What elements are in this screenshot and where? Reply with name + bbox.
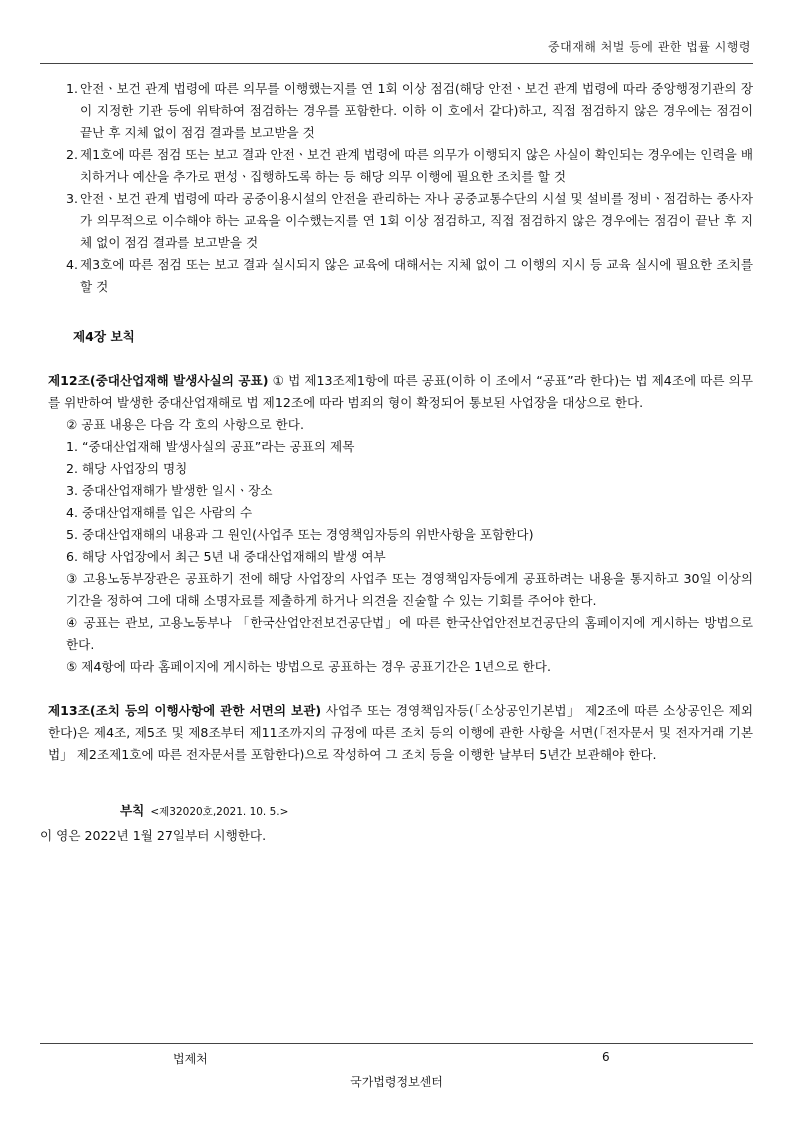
header-divider (40, 63, 753, 64)
list-item-number: 4. (66, 257, 79, 272)
article-13 (48, 700, 753, 766)
list-item (0, 78, 793, 144)
article-12-item: 2. 해당 사업장의 명칭 (66, 461, 188, 476)
article-13-text: 사업주 또는 경영책임자등(「소상공인기본법」 제2조에 따른 소상공인은 제외한다)은 제4조, 제5조 및 제8조부터 제11조까지의 규정에 따른 조치 등의 이행에 관한 사항을 서면(「전자문서 및 전자거래 기본법」 제2조제1호에 따른 전자문서를 포함한다)으로 작성하여 그 조치 등을 이행한 날부터 5년간 보관해야 한다. (48, 703, 753, 762)
list-item-text: 제1호에 따른 점검 또는 보고 결과 안전ㆍ보건 관계 법령에 따른 의무가 이행되지 않은 사실이 확인되는 경우에는 인력을 배치하거나 예산을 추가로 편성ㆍ집행하도록 하는 등 해당 의무 이행에 필요한 조치를 할 것 (80, 147, 753, 184)
article-12-paragraph-3: ③ 고용노동부장관은 공표하기 전에 해당 사업장의 사업주 또는 경영책임자등에게 공표하려는 내용을 통지하고 30일 이상의 기간을 정하여 그에 대해 소명자료를 제출하게 하거나 의견을 진술할 수 있는 기회를 주어야 한다. (66, 571, 753, 608)
article-12-item: 4. 중대산업재해를 입은 사람의 수 (66, 505, 253, 520)
addenda-amendment-note: <제32020호,2021. 10. 5.> (150, 806, 289, 818)
footer-publisher: 법제처 (173, 1052, 208, 1066)
list-item-number: 1. (66, 81, 79, 96)
article-12-item: 1. “중대산업재해 발생사실의 공표”라는 공표의 제목 (66, 439, 355, 454)
addenda-title: 부칙 (120, 803, 145, 818)
list-item-text: 안전ㆍ보건 관계 법령에 따른 의무를 이행했는지를 연 1회 이상 점검(해당 안전ㆍ보건 관계 법령에 따라 중앙행정기관의 장이 지정한 기관 등에 위탁하여 점검하는 경우를 포함한다. 이하 이 호에서 같다)하고, 직접 점검하지 않은 경우에는 점검이 끝난 후 지체 없이 점검 결과를 보고받을 것 (80, 81, 753, 140)
article-12-paragraph-5: ⑤ 제4항에 따라 홈페이지에 게시하는 방법으로 공표하는 경우 공표기간은 1년으로 한다. (66, 659, 551, 674)
article-13-title: 제13조(조치 등의 이행사항에 관한 서면의 보관) (48, 703, 322, 718)
list-item (0, 144, 793, 188)
obligation-list (0, 78, 793, 298)
footer-source: 국가법령정보센터 (350, 1075, 443, 1089)
list-item (0, 254, 793, 298)
article-12-paragraph-2: ② 공표 내용은 다음 각 호의 사항으로 한다. (66, 417, 304, 432)
footer-divider (40, 1043, 753, 1044)
document-header-title: 중대재해 처벌 등에 관한 법률 시행령 (548, 40, 751, 54)
list-item-number: 3. (66, 191, 79, 206)
article-12-title: 제12조(중대산업재해 발생사실의 공표) (48, 373, 269, 388)
page-number: 6 (602, 1050, 610, 1064)
article-12-item: 3. 중대산업재해가 발생한 일시ㆍ장소 (66, 483, 273, 498)
article-12 (48, 370, 753, 414)
chapter-heading: 제4장 보칙 (73, 329, 135, 344)
article-12-item: 6. 해당 사업장에서 최근 5년 내 중대산업재해의 발생 여부 (66, 549, 386, 564)
article-12-paragraph-1: ① 법 제13조제1항에 따른 공표(이하 이 조에서 “공표”라 한다)는 법 제4조에 따른 의무를 위반하여 발생한 중대산업재해로 법 제12조에 따라 범죄의 형이 확정되어 통보된 사업장을 대상으로 한다. (48, 373, 753, 410)
addenda-heading (0, 800, 793, 823)
article-12-item: 5. 중대산업재해의 내용과 그 원인(사업주 또는 경영책임자등의 위반사항을 포함한다) (66, 527, 534, 542)
list-item-number: 2. (66, 147, 79, 162)
document-body (0, 78, 793, 847)
article-12-paragraph-4: ④ 공표는 관보, 고용노동부나 「한국산업안전보건공단법」에 따른 한국산업안전보건공단의 홈페이지에 게시하는 방법으로 한다. (66, 615, 753, 652)
list-item (0, 188, 793, 254)
effective-date-text: 이 영은 2022년 1월 27일부터 시행한다. (40, 828, 267, 843)
list-item-text: 안전ㆍ보건 관계 법령에 따라 공중이용시설의 안전을 관리하는 자나 공중교통수단의 시설 및 설비를 정비ㆍ점검하는 종사자가 의무적으로 이수해야 하는 교육을 이수했는지를 연 1회 이상 점검하고, 직접 점검하지 않은 경우에는 점검이 끝난 후 지체 없이 점검 결과를 보고받을 것 (80, 191, 753, 250)
list-item-text: 제3호에 따른 점검 또는 보고 결과 실시되지 않은 교육에 대해서는 지체 없이 그 이행의 지시 등 교육 실시에 필요한 조치를 할 것 (80, 257, 753, 294)
